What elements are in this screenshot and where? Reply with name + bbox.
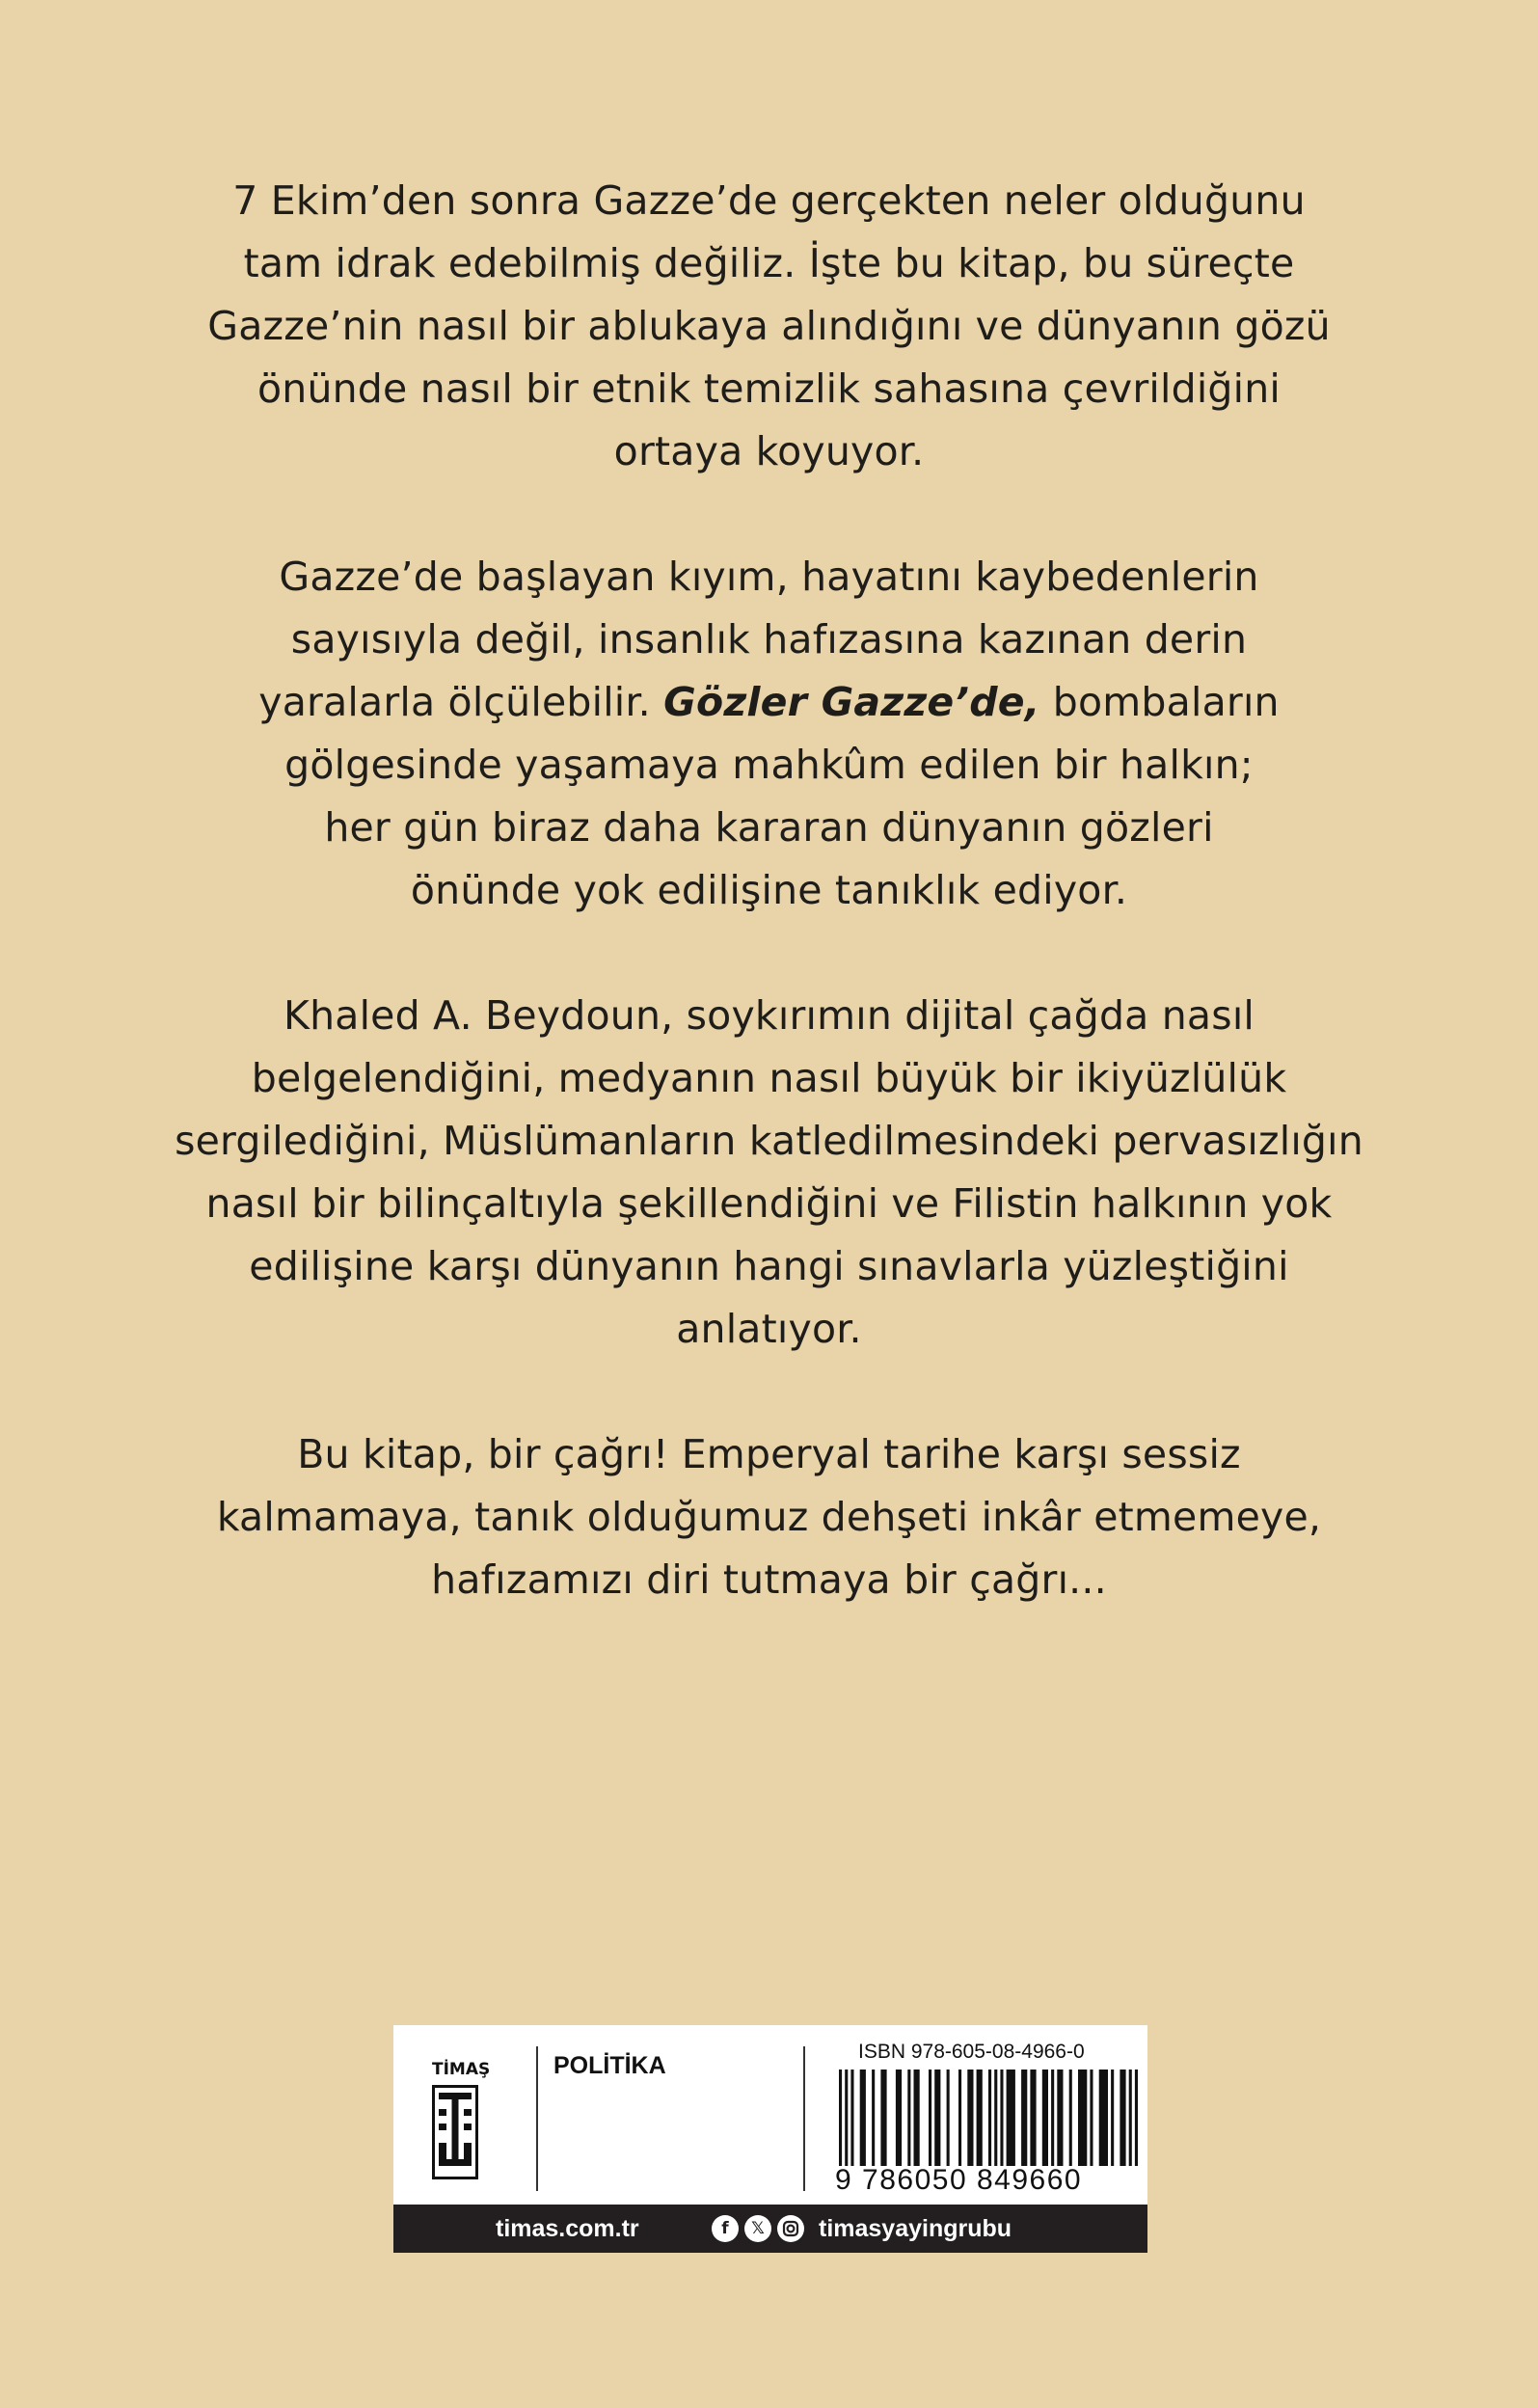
text-line: her gün biraz daha kararan dünyanın gözleri xyxy=(324,804,1214,851)
text-line: Khaled A. Beydoun, soykırımın dijital çağda nasıl xyxy=(283,992,1255,1039)
text-line: edilişine karşı dünyanın hangi sınavlarla yüzleştiğini xyxy=(249,1243,1289,1289)
label-footer-bar xyxy=(393,2205,1147,2253)
barcode-bar xyxy=(914,2070,920,2166)
text-line: 7 Ekim’den sonra Gazze’de gerçekten neler olduğunu xyxy=(232,177,1306,224)
barcode-bar xyxy=(1120,2070,1125,2166)
barcode-bar xyxy=(947,2070,950,2166)
blurb-paragraph-1 xyxy=(0,170,1538,483)
publisher-logo-mark-icon xyxy=(432,2085,478,2179)
facebook-icon[interactable]: f xyxy=(712,2215,739,2242)
text-line: önünde yok edilişine tanıklık ediyor. xyxy=(410,867,1128,913)
barcode-bar xyxy=(860,2070,866,2166)
barcode-bar xyxy=(1069,2070,1072,2166)
text-line: sergilediğini, Müslümanların katledilmesindeki pervasızlığın xyxy=(175,1118,1363,1164)
label-divider xyxy=(803,2046,805,2191)
barcode-digits: 9 786050 849660 xyxy=(835,2164,1083,2196)
text-line: kalmamaya, tanık olduğumuz dehşeti inkâr etmemeye, xyxy=(216,1494,1322,1540)
text-line: sayısıyla değil, insanlık hafızasına kazınan derin xyxy=(290,616,1248,663)
text-line: Bu kitap, bir çağrı! Emperyal tarihe karşı sessiz xyxy=(297,1431,1241,1477)
barcode-bar xyxy=(872,2070,875,2166)
text-line: Gazze’de başlayan kıyım, hayatını kaybedenlerin xyxy=(279,554,1259,600)
barcode-bar xyxy=(839,2070,842,2166)
barcode-bar xyxy=(1057,2070,1063,2166)
barcode-bar xyxy=(994,2070,997,2166)
publisher-label xyxy=(393,2025,1147,2253)
barcode-bar xyxy=(1078,2070,1087,2166)
barcode-bar xyxy=(1129,2070,1132,2166)
text-line: hafızamızı diri tutmaya bir çağrı... xyxy=(431,1556,1107,1603)
x-icon[interactable]: 𝕏 xyxy=(744,2215,771,2242)
publisher-name: TİMAŞ xyxy=(432,2060,491,2079)
barcode-bar xyxy=(958,2070,961,2166)
barcode-bar xyxy=(967,2070,973,2166)
barcode-bar xyxy=(850,2070,853,2166)
barcode-bar xyxy=(1111,2070,1114,2166)
text-fragment: bombaların xyxy=(1039,679,1280,725)
text-line: anlatıyor. xyxy=(676,1306,862,1352)
blurb-paragraph-3 xyxy=(0,985,1538,1361)
barcode-bar xyxy=(1021,2070,1027,2166)
text-line: belgelendiğini, medyanın nasıl büyük bir ikiyüzlülük xyxy=(251,1055,1287,1101)
isbn-text: ISBN 978-605-08-4966-0 xyxy=(858,2041,1085,2063)
text-line: gölgesinde yaşamaya mahkûm edilen bir halkın; xyxy=(284,742,1254,788)
barcode-bar xyxy=(1000,2070,1003,2166)
book-title-emphasis: Gözler Gazze’de, xyxy=(663,679,1040,725)
text-line: ortaya koyuyor. xyxy=(613,428,925,474)
barcode-bar xyxy=(1030,2070,1036,2166)
publisher-logo xyxy=(432,2060,491,2181)
barcode-bar xyxy=(1042,2070,1048,2166)
label-divider xyxy=(536,2046,538,2191)
text-fragment: yaralarla ölçülebilir. xyxy=(258,679,664,725)
text-line: Gazze’nin nasıl bir ablukaya alındığını ve dünyanın gözü xyxy=(207,303,1331,349)
social-handle[interactable]: timasyayingrubu xyxy=(819,2215,1012,2242)
blurb-paragraph-4 xyxy=(0,1423,1538,1611)
back-cover-blurb xyxy=(0,170,1538,1674)
instagram-icon[interactable] xyxy=(777,2215,804,2242)
website-link[interactable]: timas.com.tr xyxy=(496,2215,639,2242)
category-label: POLİTİKA xyxy=(553,2052,666,2079)
label-top-section xyxy=(393,2025,1147,2205)
text-line: tam idrak edebilmiş değiliz. İşte bu kitap, bu süreçte xyxy=(243,240,1295,286)
barcode-bar xyxy=(988,2070,991,2166)
blurb-paragraph-2 xyxy=(0,546,1538,922)
barcode-bar xyxy=(1135,2070,1138,2166)
barcode-bar xyxy=(896,2070,902,2166)
barcode-bar xyxy=(934,2070,940,2166)
barcode-graphic xyxy=(839,2070,1138,2166)
barcode-bar xyxy=(907,2070,910,2166)
barcode-bar xyxy=(977,2070,983,2166)
text-line: önünde nasıl bir etnik temizlik sahasına çevrildiğini xyxy=(256,365,1282,412)
barcode-bar xyxy=(880,2070,886,2166)
barcode-bar xyxy=(1090,2070,1093,2166)
barcode-bar xyxy=(929,2070,931,2166)
barcode-bar xyxy=(1099,2070,1108,2166)
barcode-bar xyxy=(845,2070,848,2166)
barcode-bar xyxy=(1051,2070,1054,2166)
text-line: nasıl bir bilinçaltıyla şekillendiğini ve Filistin halkının yok xyxy=(205,1180,1333,1227)
instagram-glyph xyxy=(777,2215,804,2242)
barcode-bar xyxy=(1007,2070,1015,2166)
text-line xyxy=(0,671,1538,734)
